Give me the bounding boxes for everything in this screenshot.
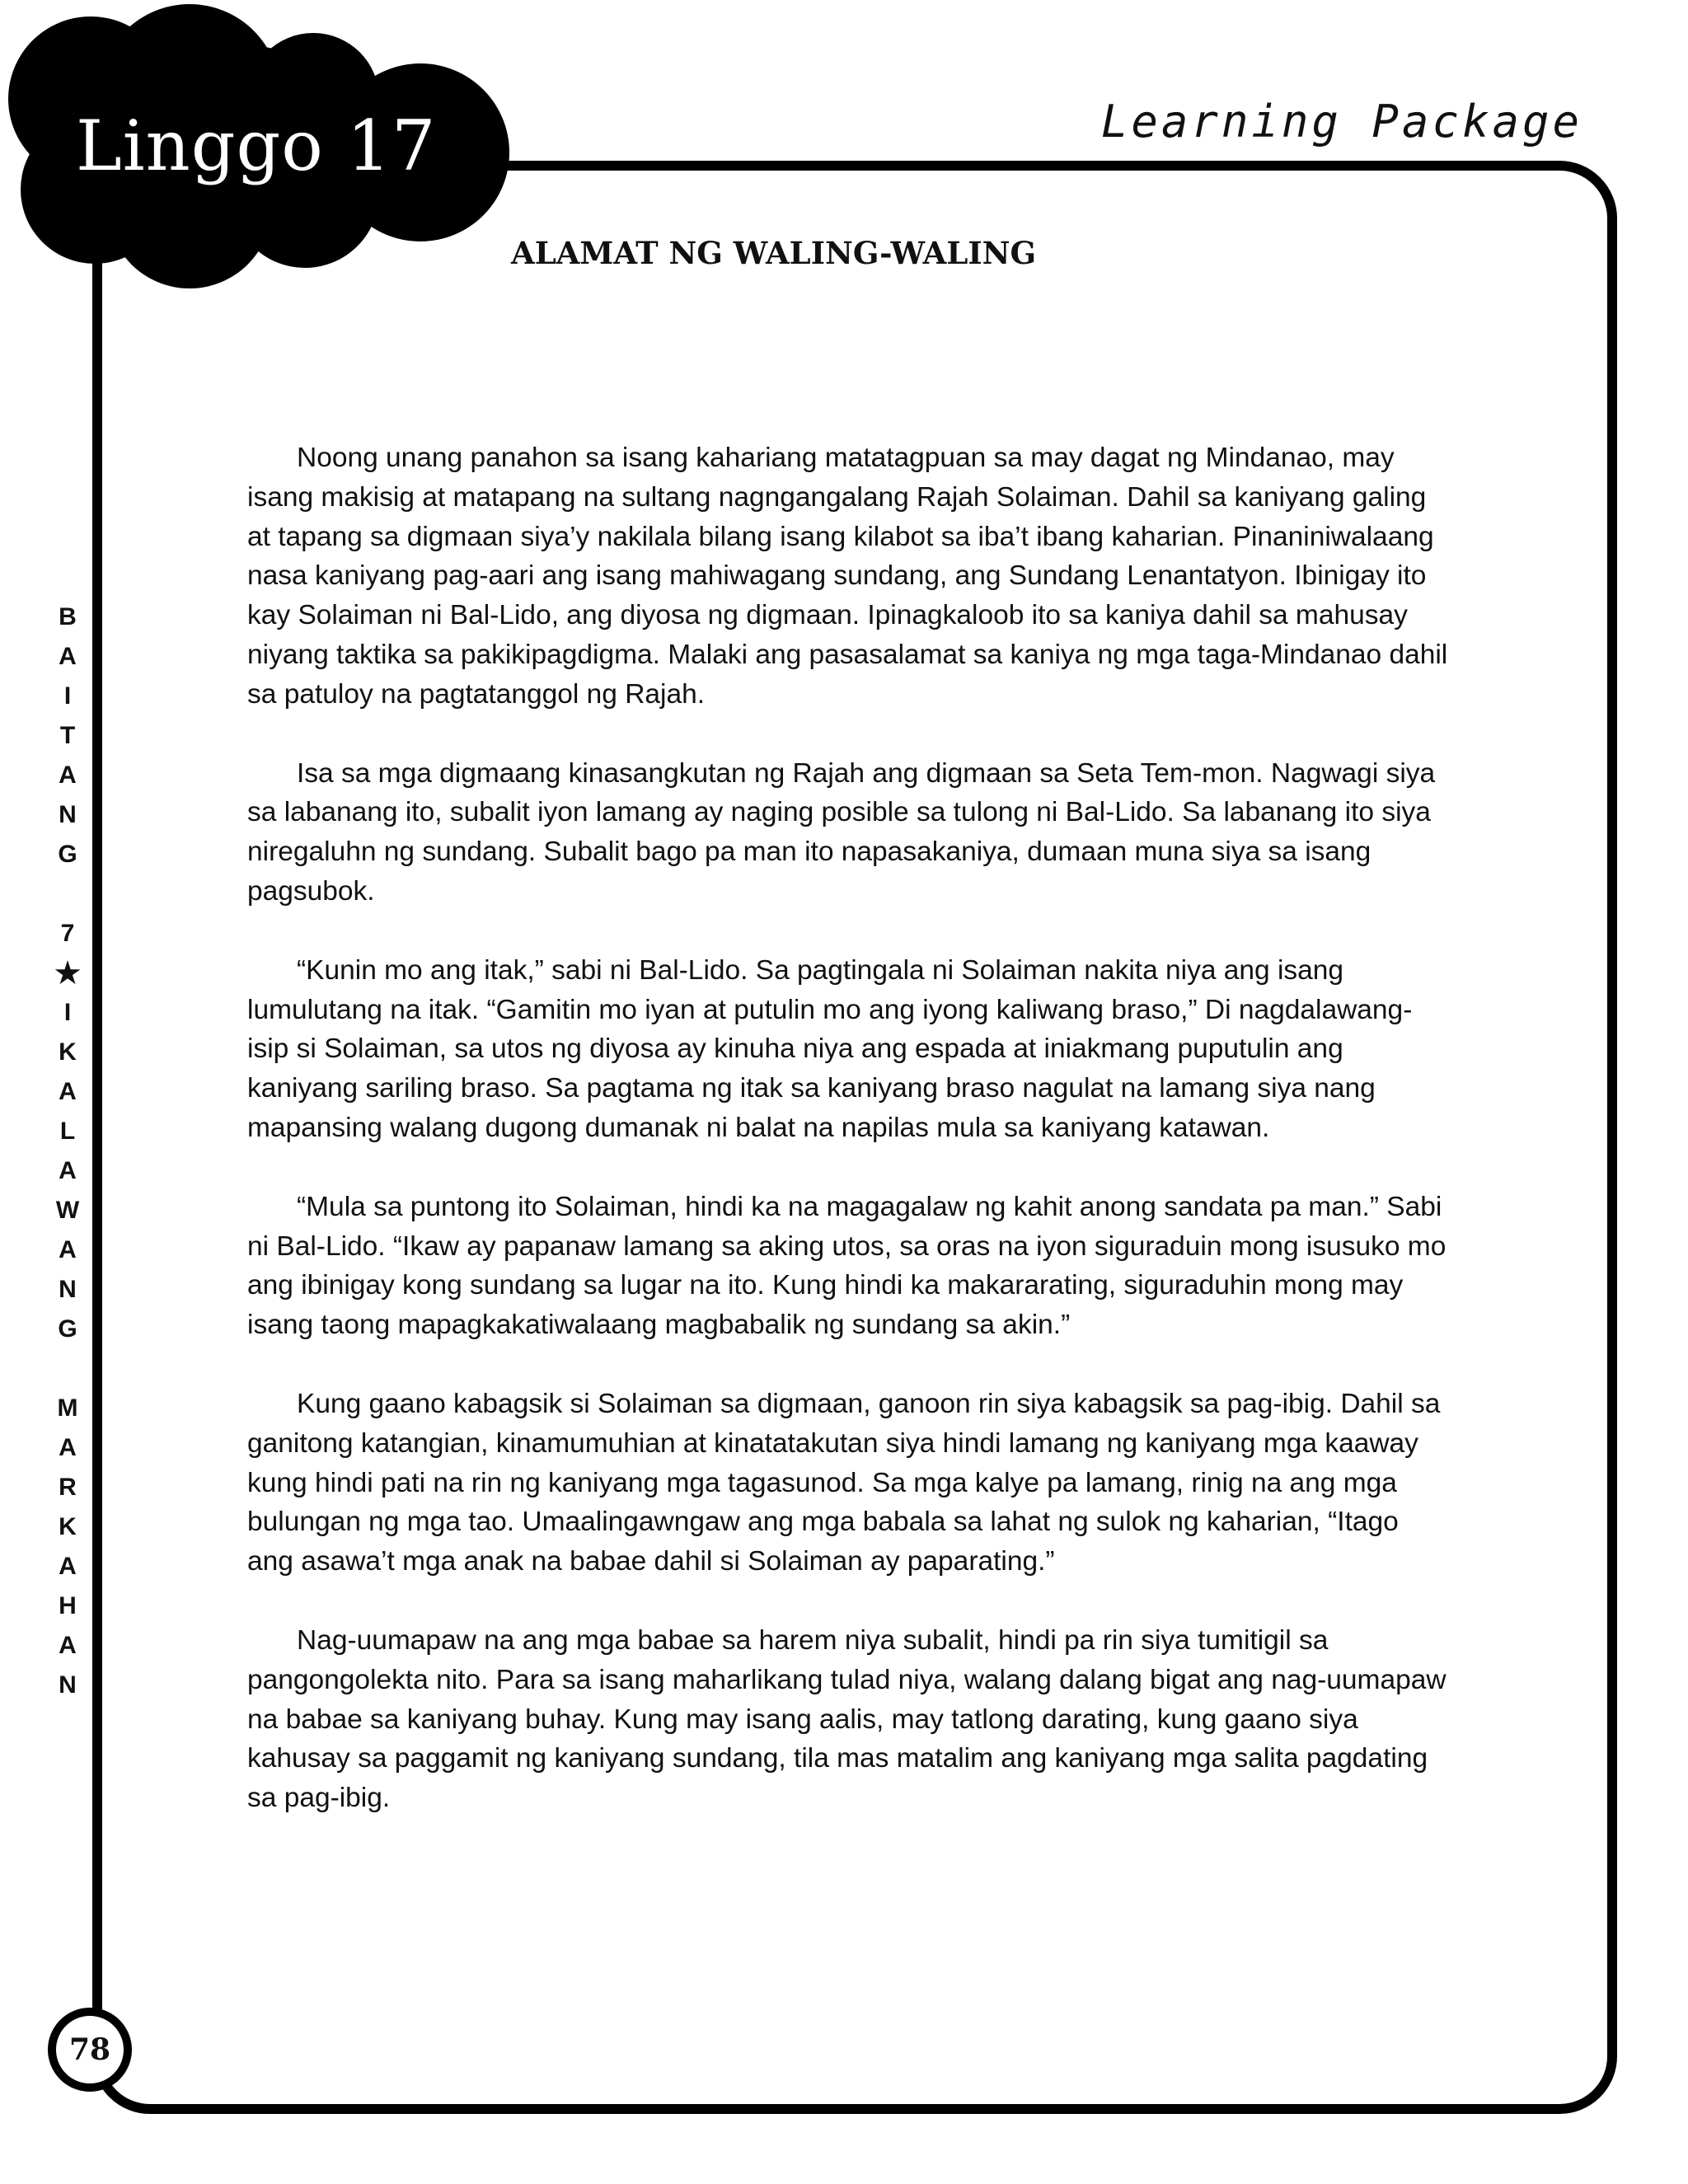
story-paragraph: “Kunin mo ang itak,” sabi ni Bal-Lido. Sa pagtingala ni Solaiman nakita niya ang isang lumulutang na itak. “Gamitin mo iyan at putulin mo ang iyong kaliwang braso,” Di nagdalawang-isip si Solaiman, sa utos ng diyosa ay kinuha niya ang espada at iniakmang puputulin ang kaniyang sariling braso. Sa pagtama ng itak sa kaniyang braso nagulat na lamang siya nang mapansing walang dugong dumanak ni balat na napilas mula sa kaniyang katawan. [247, 954, 1413, 1143]
sidebar-letter: K [59, 1038, 77, 1066]
learning-package-label: Learning Package [1100, 96, 1582, 148]
week-badge [0, 0, 528, 297]
story-paragraph: Isa sa mga digmaang kinasangkutan ng Rajah ang digmaan sa Seta Tem-mon. Nagwagi siya sa labanang ito, subalit iyon lamang ay naging posible sa tulong ni Bal-Lido. Sa labanang ito siya niregaluhn ng sundang. Subalit bago pa man ito napasakaniya, dumaan muna siya sa isang pagsubok. [247, 757, 1436, 907]
sidebar-spacer [49, 874, 86, 914]
sidebar-letter: A [59, 1157, 77, 1184]
sidebar-letter: H [59, 1592, 77, 1619]
sidebar-grade-label [49, 598, 86, 1705]
sidebar-letter: A [59, 1434, 77, 1461]
sidebar-letter: L [59, 1118, 76, 1145]
sidebar-letter: R [59, 1474, 77, 1501]
star-icon: ★ [53, 955, 82, 991]
sidebar-grade-number: 7 [60, 920, 75, 947]
sidebar-letter: W [55, 1197, 80, 1224]
story-paragraph: Noong unang panahon sa isang kahariang matatagpuan sa may dagat ng Mindanao, may isang makisig at matapang na sultang nagngangalang Rajah Solaiman. Dahil sa kaniyang galing at tapang sa digmaan siya’y nakilala bilang isang kilabot sa iba’t ibang kaharian. Pinaniniwalaang nasa kaniyang pag-aari ang isang mahiwagang sundang, ang Sundang Lenantatyon. Ibinigay ito kay Solaiman ni Bal-Lido, ang diyosa ng digmaan. Ipinagkaloob ito sa kaniya dahil sa mahusay niyang taktika sa pakikipagdigma. Malaki ang pasasalamat sa kaniya ng mga taga-Mindanao dahil sa patuloy na pagtatanggol ng Rajah. [247, 443, 1448, 710]
sidebar-letter: I [63, 682, 72, 710]
sidebar-letter: T [59, 722, 76, 749]
sidebar-letter: A [59, 1078, 77, 1105]
sidebar-letter: A [59, 643, 77, 670]
sidebar-letter: N [59, 1276, 77, 1303]
sidebar-letter: A [59, 762, 77, 789]
story-body [247, 438, 1451, 1858]
story-paragraph: Kung gaano kabagsik si Solaiman sa digmaan, ganoon rin siya kabagsik sa pag-ibig. Dahil sa ganitong katangian, kinamumuhian at kinatatakutan siya hindi lamang ng kaniyang mga kaaway kung hindi pati na rin ng kaniyang mga tagasunod. Sa mga kalye pa lamang, rinig na ang mga bulungan ng mga tao. Umaalingawngaw ang mga babala sa lahat ng sulok ng kaharian, “Itago ang asawa’t mga anak na babae dahil si Solaiman ay paparating.” [247, 1388, 1441, 1577]
sidebar-letter: N [59, 1671, 77, 1699]
sidebar-letter: G [58, 841, 77, 868]
sidebar-letter: I [63, 999, 72, 1026]
story-paragraph: Nag-uumapaw na ang mga babae sa harem niya subalit, hindi pa rin siya tumitigil sa pangongolekta nito. Para sa isang maharlikang tulad niya, walang dalang bigat ang nag-uumapaw na babae sa kaniyang buhay. Kung may isang aalis, may tatlong darating, kung gaano siya kahusay sa paggamit ng kaniyang sundang, tila mas matalim ang kaniyang mga salita pagdating sa pag-ibig. [247, 1624, 1447, 1814]
sidebar-letter: A [59, 1553, 77, 1580]
page-number: 78 [48, 2008, 132, 2092]
sidebar-letter: K [59, 1513, 77, 1540]
sidebar-letter: G [58, 1315, 77, 1343]
story-paragraph: “Mula sa puntong ito Solaiman, hindi ka na magagalaw ng kahit anong sandata pa man.” Sabi ni Bal-Lido. “Ikaw ay papanaw lamang sa aking utos, sa oras na iyon siguraduin mong isusuko mo ang ibinigay kong sundang sa lugar na ito. Kung hindi ka makararating, siguraduhin mong may isang taong mapagkakatiwalaang magbabalik ng sundang sa akin.” [247, 1191, 1447, 1341]
document-title: ALAMAT NG WALING-WALING [511, 235, 1037, 271]
week-title: Linggo 17 [76, 105, 437, 186]
sidebar-letter: B [59, 603, 77, 630]
sidebar-letter: N [59, 801, 77, 828]
sidebar-spacer [49, 1349, 86, 1389]
sidebar-letter: A [59, 1236, 77, 1263]
sidebar-letter: M [57, 1394, 78, 1422]
sidebar-letter: A [59, 1632, 77, 1659]
